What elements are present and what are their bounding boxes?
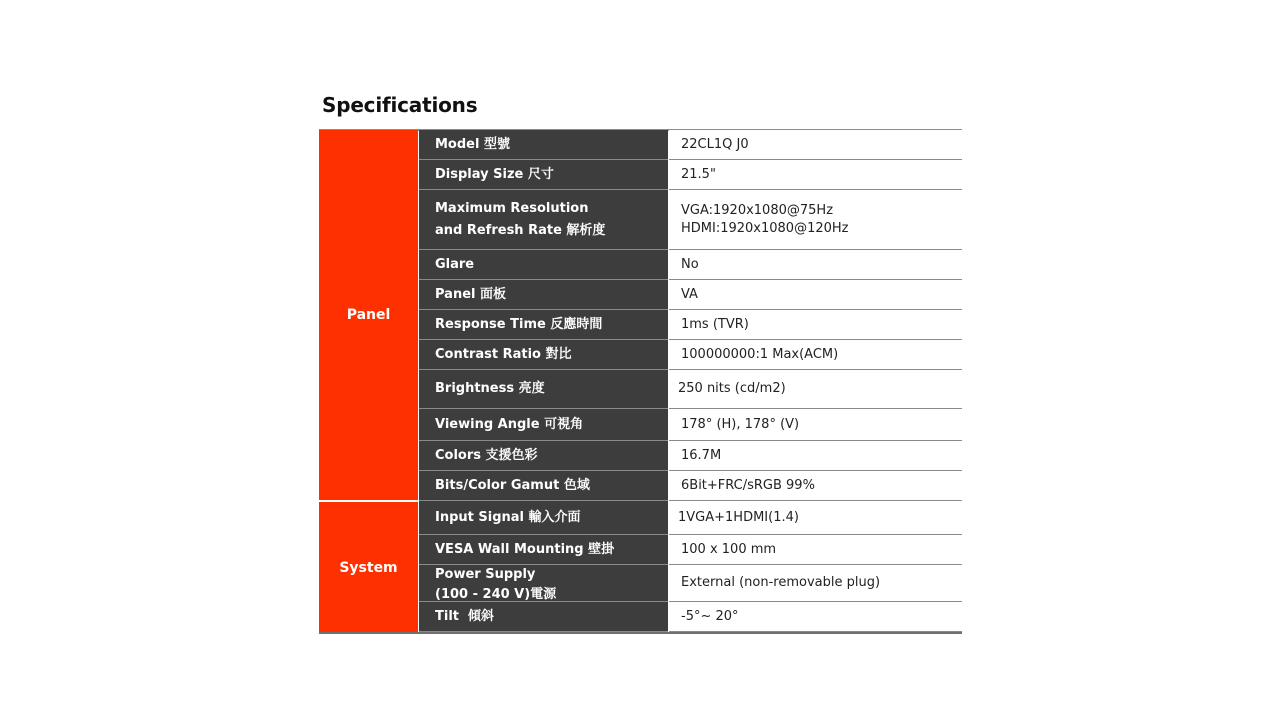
spec-value: 178° (H), 178° (V): [669, 409, 962, 441]
spec-value: 6Bit+FRC/sRGB 99%: [669, 471, 962, 501]
spec-row-model: [419, 130, 962, 160]
spec-value: External (non-removable plug): [669, 565, 962, 602]
group-cell-panel: Panel: [319, 130, 418, 500]
spec-label: Glare: [419, 250, 668, 280]
spec-label: Response Time 反應時間: [419, 310, 668, 340]
group-cell-system: System: [319, 502, 418, 633]
spec-row-panel: [419, 280, 962, 310]
spec-value: 16.7M: [669, 441, 962, 471]
spec-row-contrast-ratio: [419, 340, 962, 370]
spec-row-colors: [419, 441, 962, 471]
spec-label: Panel 面板: [419, 280, 668, 310]
spec-row-power-supply: [419, 565, 962, 602]
spec-value: 250 nits (cd/m2): [669, 370, 962, 409]
spec-row-glare: [419, 250, 962, 280]
spec-label: Input Signal 輸入介面: [419, 501, 668, 535]
specifications-table: [319, 129, 962, 634]
spec-value: 22CL1Q J0: [669, 130, 962, 160]
spec-row-vesa: [419, 535, 962, 565]
spec-value: 100 x 100 mm: [669, 535, 962, 565]
spec-label: Contrast Ratio 對比: [419, 340, 668, 370]
spec-label: Model 型號: [419, 130, 668, 160]
spec-label: Bits/Color Gamut 色域: [419, 471, 668, 501]
spec-label: Power Supply (100 - 240 V)電源: [419, 565, 668, 602]
spec-value: VGA:1920x1080@75Hz HDMI:1920x1080@120Hz: [669, 190, 962, 250]
spec-value: 1VGA+1HDMI(1.4): [669, 501, 962, 535]
table-bottom-border: [319, 632, 962, 634]
spec-row-input-signal: [419, 501, 962, 535]
spec-label: Brightness 亮度: [419, 370, 668, 409]
spec-row-resolution: [419, 190, 962, 250]
spec-value: 100000000:1 Max(ACM): [669, 340, 962, 370]
spec-value: -5°~ 20°: [669, 602, 962, 632]
spec-label: Maximum Resolution and Refresh Rate 解析度: [419, 190, 668, 250]
spec-value: 21.5": [669, 160, 962, 190]
spec-value: No: [669, 250, 962, 280]
spec-row-display-size: [419, 160, 962, 190]
spec-row-brightness: [419, 370, 962, 409]
spec-label: Display Size 尺寸: [419, 160, 668, 190]
spec-row-tilt: [419, 602, 962, 632]
spec-label: Tilt 傾斜: [419, 602, 668, 632]
spec-value: VA: [669, 280, 962, 310]
page-title: Specifications: [322, 93, 478, 117]
spec-label: Viewing Angle 可視角: [419, 409, 668, 441]
spec-label: Colors 支援色彩: [419, 441, 668, 471]
spec-row-viewing-angle: [419, 409, 962, 441]
spec-label: VESA Wall Mounting 壁掛: [419, 535, 668, 565]
spec-row-color-gamut: [419, 471, 962, 501]
spec-value: 1ms (TVR): [669, 310, 962, 340]
spec-row-response-time: [419, 310, 962, 340]
